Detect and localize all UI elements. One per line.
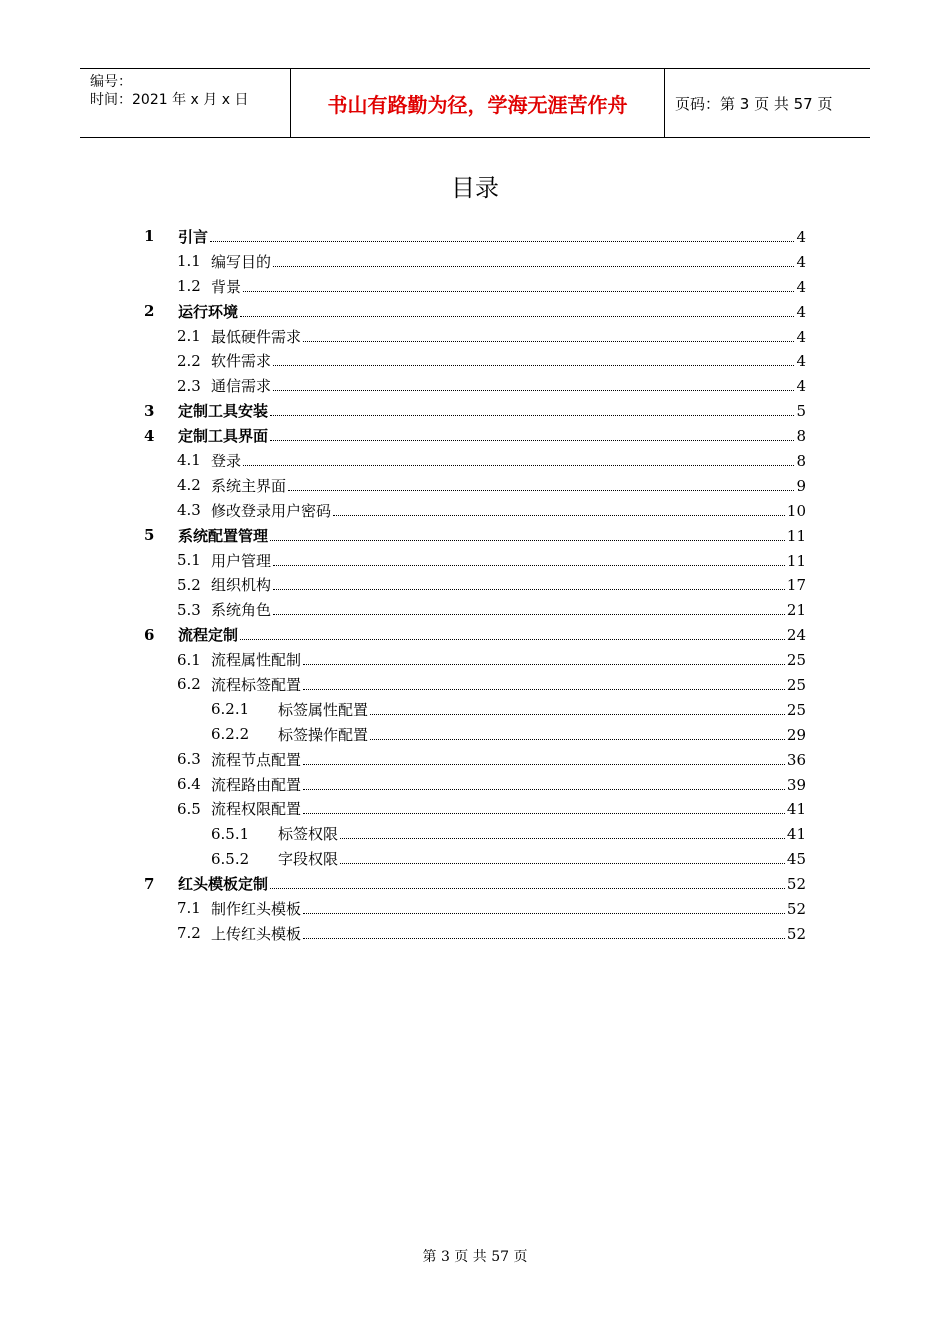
toc-leader-dots <box>270 439 794 441</box>
toc-entry[interactable] <box>0 498 950 523</box>
toc-entry-page: 9 <box>796 476 806 495</box>
toc-leader-dots <box>370 713 785 715</box>
toc-entry-line <box>178 400 806 421</box>
toc-entry-number: 5 <box>144 526 155 545</box>
toc-leader-dots <box>303 912 785 914</box>
toc-entry-number: 6.4 <box>177 775 201 794</box>
toc-entry-label: 上传红头模板 <box>211 924 302 943</box>
toc-entry-label: 制作红头模板 <box>211 899 302 918</box>
toc-leader-dots <box>273 364 794 366</box>
toc-entry[interactable] <box>0 548 950 573</box>
toc-entry-number: 3 <box>144 401 155 420</box>
toc-entry-page: 52 <box>786 924 806 943</box>
toc-entry[interactable] <box>0 722 950 747</box>
toc-entry-label: 系统角色 <box>211 601 272 620</box>
toc-entry-label: 软件需求 <box>211 352 272 371</box>
toc-leader-dots <box>270 539 785 541</box>
toc-entry[interactable] <box>0 448 950 473</box>
toc-leader-dots <box>210 240 794 242</box>
toc-entry-line <box>211 550 806 571</box>
toc-entry-number: 2.3 <box>177 376 201 395</box>
toc-entry-label: 用户管理 <box>211 551 272 570</box>
toc-entry-number: 6.5 <box>177 799 201 818</box>
toc-entry-number: 6.2 <box>177 675 201 694</box>
toc-entry[interactable] <box>0 473 950 498</box>
toc-entry-line <box>211 574 806 595</box>
toc-entry-page: 4 <box>796 352 806 371</box>
toc-leader-dots <box>303 340 794 342</box>
toc-leader-dots <box>370 738 785 740</box>
toc-entry-number: 6 <box>144 625 155 644</box>
toc-entry[interactable] <box>0 871 950 896</box>
header-meta <box>80 69 291 137</box>
toc-leader-dots <box>273 588 785 590</box>
toc-entry[interactable] <box>0 324 950 349</box>
toc-entry-label: 流程节点配置 <box>211 750 302 769</box>
toc-entry-label: 通信需求 <box>211 377 272 396</box>
toc-entry-label: 字段权限 <box>278 850 339 869</box>
toc-leader-dots <box>243 464 794 466</box>
toc-entry-label: 组织机构 <box>211 576 272 595</box>
toc-entry-page: 29 <box>786 725 806 744</box>
toc-entry-line <box>278 848 806 869</box>
toc-entry-number: 7 <box>144 874 155 893</box>
toc-entry[interactable] <box>0 348 950 373</box>
toc-entry-page: 8 <box>796 427 806 446</box>
toc-entry-page: 25 <box>786 700 806 719</box>
toc-entry-label: 流程路由配置 <box>211 775 302 794</box>
toc-leader-dots <box>303 937 785 939</box>
toc-entry-number: 2.1 <box>177 327 201 345</box>
toc-leader-dots <box>273 564 785 566</box>
toc-entry-label: 编写目的 <box>211 252 272 271</box>
toc-entry[interactable] <box>0 697 950 722</box>
toc-leader-dots <box>288 489 794 491</box>
toc-entry-number: 6.3 <box>177 750 201 769</box>
toc-entry-page: 11 <box>786 526 806 545</box>
toc-entry[interactable] <box>0 274 950 299</box>
toc-entry[interactable] <box>0 896 950 921</box>
toc-entry-page: 10 <box>786 501 806 520</box>
toc-entry-line <box>178 425 806 446</box>
toc-entry[interactable] <box>0 821 950 846</box>
toc-entry-line <box>211 326 806 347</box>
toc-entry-number: 6.5.2 <box>211 849 250 868</box>
toc-leader-dots <box>273 265 794 267</box>
toc-leader-dots <box>303 788 785 790</box>
toc-entry-page: 52 <box>786 875 806 894</box>
toc-entry-label: 流程标签配置 <box>211 675 302 694</box>
toc-entry-line <box>211 649 806 670</box>
toc-leader-dots <box>340 837 785 839</box>
toc-entry-line <box>178 873 806 894</box>
toc-leader-dots <box>243 290 794 292</box>
toc-leader-dots <box>340 862 785 864</box>
page-header <box>80 68 870 138</box>
toc-entry-page: 4 <box>796 327 806 346</box>
toc-entry[interactable] <box>0 249 950 274</box>
toc-entry-number: 4 <box>144 426 155 445</box>
toc-entry-line <box>278 823 806 844</box>
toc-entry-line <box>178 301 806 322</box>
toc-entry-number: 5.2 <box>177 575 201 594</box>
toc-leader-dots <box>333 514 785 516</box>
toc-entry-line <box>211 276 806 297</box>
toc-entry-page: 8 <box>796 451 806 470</box>
toc-entry-label: 系统配置管理 <box>178 526 269 545</box>
toc-entry-label: 标签属性配置 <box>278 700 369 719</box>
toc-entry-page: 45 <box>786 850 806 869</box>
toc-entry[interactable] <box>0 423 950 448</box>
toc-entry-label: 背景 <box>211 277 242 296</box>
toc-entry-line <box>211 674 806 695</box>
toc-entry[interactable] <box>0 672 950 697</box>
toc-entry-label: 运行环境 <box>178 302 239 321</box>
toc-entry-line <box>278 724 806 745</box>
toc-leader-dots <box>270 887 785 889</box>
page-footer: 第 3 页 共 57 页 <box>422 1249 528 1265</box>
toc-leader-dots <box>270 414 794 416</box>
toc-leader-dots <box>303 688 785 690</box>
toc-title: 目录 <box>451 174 499 202</box>
toc-entry-label: 系统主界面 <box>211 476 287 495</box>
document-id-label: 编号： <box>90 74 132 90</box>
toc-entry-number: 7.2 <box>177 924 201 943</box>
toc-leader-dots <box>273 389 794 391</box>
toc-entry-line <box>211 599 806 620</box>
toc-entry-number: 6.2.1 <box>211 700 250 719</box>
toc-entry-label: 引言 <box>178 227 209 246</box>
toc-entry-line <box>211 749 806 770</box>
toc-entry-line <box>211 375 806 396</box>
toc-entry-page: 25 <box>786 651 806 670</box>
toc-entry-number: 6.1 <box>177 650 201 669</box>
toc-entry-label: 登录 <box>211 451 242 470</box>
toc-entry[interactable] <box>0 796 950 821</box>
toc-entry-page: 4 <box>796 227 806 246</box>
toc-entry-number: 6.5.1 <box>211 824 250 843</box>
toc-entry-page: 4 <box>796 302 806 321</box>
toc-entry-label: 标签操作配置 <box>278 725 369 744</box>
toc-entry[interactable] <box>0 299 950 324</box>
toc-entry-line <box>211 500 806 521</box>
toc-entry[interactable] <box>0 647 950 672</box>
toc-entry[interactable] <box>0 921 950 946</box>
toc-entry[interactable] <box>0 772 950 797</box>
toc-entry-page: 4 <box>796 252 806 271</box>
toc-entry-label: 流程权限配置 <box>211 800 302 819</box>
toc-entry-number: 1.1 <box>177 252 201 271</box>
toc-entry-number: 4.2 <box>177 476 201 495</box>
toc-entry-line <box>211 923 806 944</box>
toc-entry-number: 6.2.2 <box>211 725 250 744</box>
toc-entry-number: 1.2 <box>177 277 201 296</box>
toc-entry-page: 4 <box>796 277 806 296</box>
toc-entry[interactable] <box>0 398 950 423</box>
toc-entry-page: 17 <box>786 576 806 595</box>
toc-entry-line <box>211 251 806 272</box>
header-page-info: 页码：第 3 页 共 57 页 <box>675 94 833 113</box>
toc-entry-line <box>178 525 806 546</box>
toc-entry-line <box>211 774 806 795</box>
toc-entry-page: 24 <box>786 626 806 645</box>
toc-leader-dots <box>303 663 785 665</box>
toc-entry[interactable] <box>0 523 950 548</box>
toc-entry-page: 5 <box>796 402 806 421</box>
toc-entry-label: 最低硬件需求 <box>211 327 302 346</box>
toc-entry[interactable] <box>0 597 950 622</box>
header-motto: 书山有路勤为径，学海无涯苦作舟 <box>291 69 665 137</box>
toc-entry-line <box>178 226 806 247</box>
toc-entry-line <box>211 798 806 819</box>
toc-entry-number: 1 <box>144 227 155 246</box>
toc-entry-label: 定制工具界面 <box>178 427 269 446</box>
toc-entry-label: 定制工具安装 <box>178 402 269 421</box>
toc-leader-dots <box>240 638 785 640</box>
toc-entry-page: 4 <box>796 377 806 396</box>
toc-entry-line <box>211 898 806 919</box>
toc-entry-page: 36 <box>786 750 806 769</box>
toc-entry-label: 流程定制 <box>178 626 239 645</box>
toc-entry-line <box>211 475 806 496</box>
toc-entry-label: 标签权限 <box>278 825 339 844</box>
toc-entry-page: 39 <box>786 775 806 794</box>
toc-entry-number: 5.3 <box>177 600 201 619</box>
toc-leader-dots <box>303 812 785 814</box>
toc-entry-label: 修改登录用户密码 <box>211 501 332 520</box>
toc-leader-dots <box>240 315 794 317</box>
toc-entry-line <box>178 624 806 645</box>
toc-entry-label: 红头模板定制 <box>178 875 269 894</box>
toc-entry-label: 流程属性配制 <box>211 651 302 670</box>
document-date: 时间：2021 年 x 月 x 日 <box>90 92 249 108</box>
toc-entry[interactable] <box>0 747 950 772</box>
toc-entry-number: 5.1 <box>177 551 201 570</box>
toc-entry-number: 4.3 <box>177 501 201 520</box>
toc-entry[interactable] <box>0 622 950 647</box>
toc-entry-page: 11 <box>786 551 806 570</box>
toc-entry-number: 2 <box>144 302 155 321</box>
toc-entry-page: 41 <box>786 825 806 844</box>
toc-entry-page: 25 <box>786 675 806 694</box>
toc-entry-line <box>211 350 806 371</box>
toc-entry-line <box>211 450 806 471</box>
toc-entry-number: 4.1 <box>177 451 201 470</box>
toc-entry-line <box>278 699 806 720</box>
toc-entry[interactable] <box>0 373 950 398</box>
toc-entry[interactable] <box>0 572 950 597</box>
toc-entry-number: 7.1 <box>177 899 201 918</box>
toc-entry-page: 52 <box>786 899 806 918</box>
toc-leader-dots <box>273 613 785 615</box>
toc-entry[interactable] <box>0 224 950 249</box>
table-of-contents <box>0 224 950 946</box>
toc-entry-number: 2.2 <box>177 351 201 370</box>
toc-entry-page: 21 <box>786 601 806 620</box>
toc-leader-dots <box>303 763 785 765</box>
toc-entry[interactable] <box>0 846 950 871</box>
toc-entry-page: 41 <box>786 800 806 819</box>
